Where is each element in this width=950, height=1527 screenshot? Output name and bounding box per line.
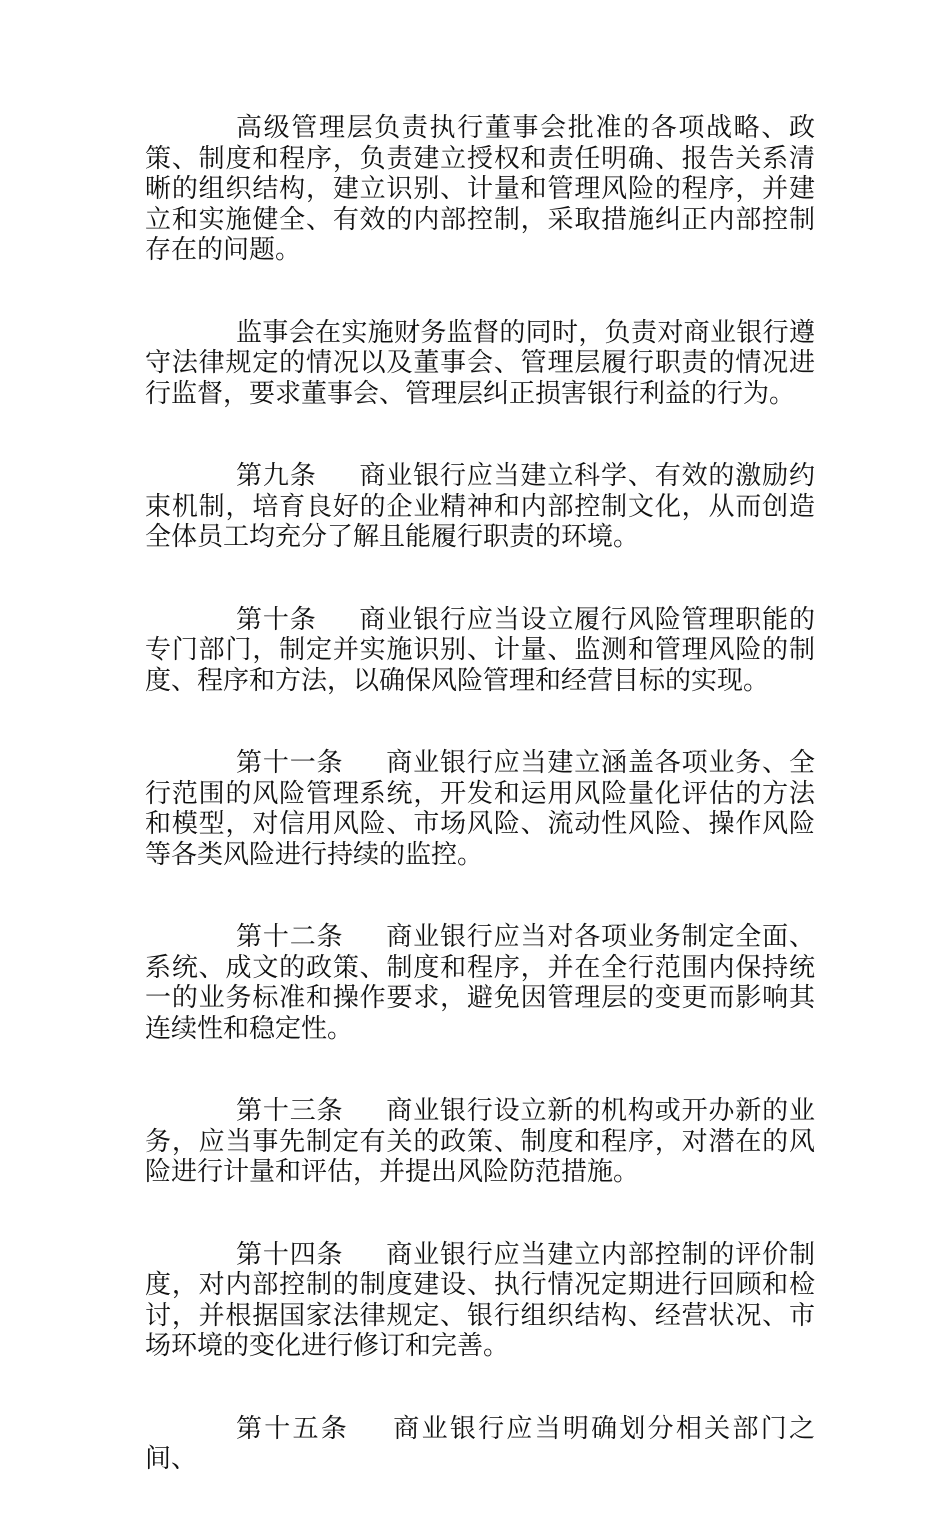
paragraph-senior-management	[145, 113, 815, 266]
paragraph-supervisory-board	[145, 318, 815, 410]
document-body	[145, 113, 815, 1527]
article-number: 第十四条	[236, 1239, 344, 1270]
article-9	[145, 461, 815, 553]
article-text: 商业银行应当建立内部控制的评价制度，对内部控制的制度建设、执行情况定期进行回顾和检讨，并根据国家法律规定、银行组织结构、经营状况、市场环境的变化进行修订和完善。	[145, 1239, 815, 1361]
article-number: 第十二条	[236, 922, 344, 952]
article-14	[145, 1240, 815, 1362]
article-text: 商业银行应当设立履行风险管理职能的专门部门，制定并实施识别、计量、监测和管理风险的制度、程序和方法，以确保风险管理和经营目标的实现。	[145, 604, 815, 696]
article-text: 商业银行设立新的机构或开办新的业务，应当事先制定有关的政策、制度和程序，对潜在的风险进行计量和评估，并提出风险防范措施。	[145, 1096, 815, 1187]
article-text: 商业银行应当明确划分相关部门之间、	[145, 1413, 815, 1474]
article-text: 商业银行应当对各项业务制定全面、系统、成文的政策、制度和程序，并在全行范围内保持统一的业务标准和操作要求，避免因管理层的变更而影响其连续性和稳定性。	[145, 922, 815, 1044]
article-number: 第十三条	[236, 1096, 344, 1126]
article-text: 商业银行应当建立涵盖各项业务、全行范围的风险管理系统，开发和运用风险量化评估的方法和模型，对信用风险、市场风险、流动性风险、操作风险等各类风险进行持续的监控。	[145, 748, 815, 870]
article-13	[145, 1096, 815, 1188]
article-text: 商业银行应当建立科学、有效的激励约束机制，培育良好的企业精神和内部控制文化，从而创造全体员工均充分了解且能履行职责的环境。	[145, 461, 815, 552]
article-12	[145, 922, 815, 1044]
article-10	[145, 605, 815, 697]
article-15	[145, 1414, 815, 1475]
article-number: 第十一条	[236, 748, 344, 778]
article-11	[145, 748, 815, 870]
article-number: 第九条	[236, 461, 317, 491]
article-number: 第十条	[236, 604, 317, 635]
paragraph-text: 监事会在实施财务监督的同时，负责对商业银行遵守法律规定的情况以及董事会、管理层履行职责的情况进行监督，要求董事会、管理层纠正损害银行利益的行为。	[145, 317, 815, 409]
article-number: 第十五条	[236, 1413, 350, 1444]
paragraph-text: 高级管理层负责执行董事会批准的各项战略、政策、制度和程序，负责建立授权和责任明确、报告关系清晰的组织结构，建立识别、计量和管理风险的程序，并建立和实施健全、有效的内部控制，采取措施纠正内部控制存在的问题。	[145, 113, 815, 265]
